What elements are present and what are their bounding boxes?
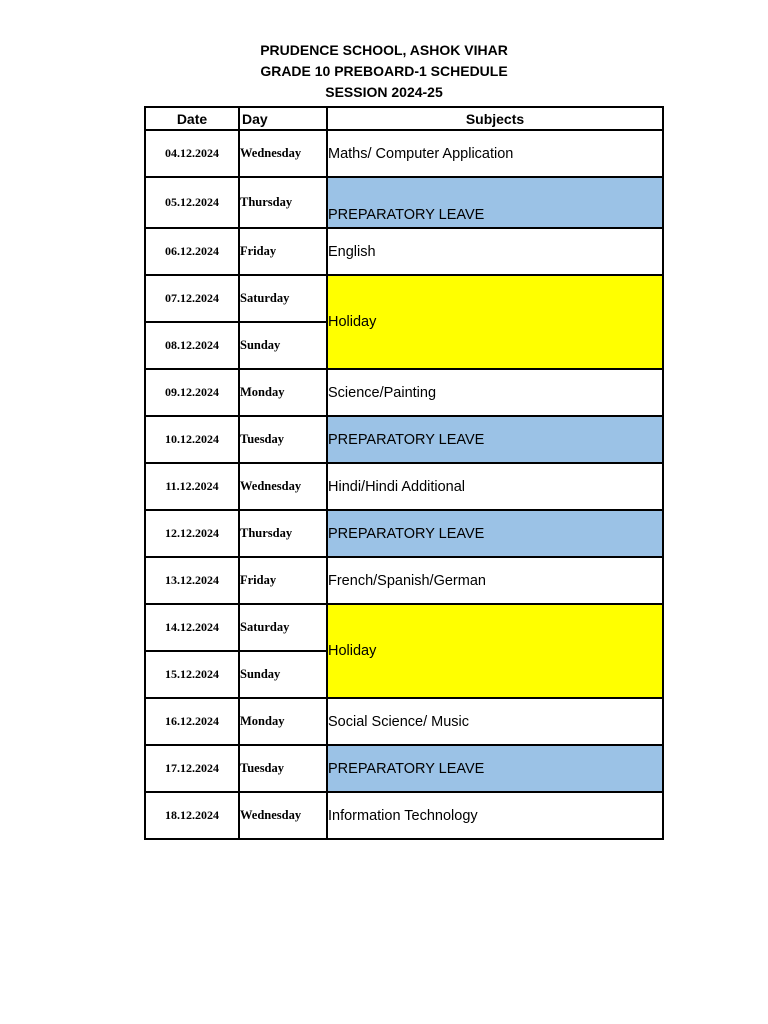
subject-cell: French/Spanish/German [327,557,663,604]
subject-cell: Hindi/Hindi Additional [327,463,663,510]
day-cell: Wednesday [239,130,327,177]
table-row [145,792,663,839]
column-header-date: Date [145,107,239,130]
date-cell: 05.12.2024 [145,177,239,228]
table-row [145,698,663,745]
subject-cell-preparatory-leave: PREPARATORY LEAVE [327,510,663,557]
subject-cell-preparatory-leave: PREPARATORY LEAVE [327,745,663,792]
subject-cell-preparatory-leave: PREPARATORY LEAVE [327,177,663,228]
table-row [145,604,663,651]
column-header-subjects: Subjects [327,107,663,130]
date-cell: 13.12.2024 [145,557,239,604]
date-cell: 04.12.2024 [145,130,239,177]
day-cell: Wednesday [239,463,327,510]
table-row [145,369,663,416]
day-cell: Thursday [239,177,327,228]
table-row [145,275,663,322]
subject-cell: Information Technology [327,792,663,839]
day-cell: Tuesday [239,745,327,792]
date-cell: 07.12.2024 [145,275,239,322]
subject-cell-holiday: Holiday [327,604,663,698]
session-label: SESSION 2024-25 [325,84,443,100]
table-row [145,557,663,604]
subject-cell: Science/Painting [327,369,663,416]
day-cell: Monday [239,369,327,416]
date-cell: 09.12.2024 [145,369,239,416]
subject-cell-holiday: Holiday [327,275,663,369]
subject-cell: Maths/ Computer Application [327,130,663,177]
day-cell: Sunday [239,322,327,369]
date-cell: 17.12.2024 [145,745,239,792]
day-cell: Saturday [239,604,327,651]
table-row [145,177,663,228]
table-row [145,745,663,792]
date-cell: 14.12.2024 [145,604,239,651]
table-header-row [145,107,663,130]
day-cell: Friday [239,557,327,604]
day-cell: Saturday [239,275,327,322]
day-cell: Monday [239,698,327,745]
day-cell: Friday [239,228,327,275]
date-cell: 15.12.2024 [145,651,239,698]
table-row [145,130,663,177]
subject-cell: Social Science/ Music [327,698,663,745]
schedule-table [144,106,664,840]
date-cell: 16.12.2024 [145,698,239,745]
date-cell: 06.12.2024 [145,228,239,275]
subject-cell-preparatory-leave: PREPARATORY LEAVE [327,416,663,463]
day-cell: Sunday [239,651,327,698]
table-row [145,463,663,510]
day-cell: Wednesday [239,792,327,839]
table-row [145,416,663,463]
column-header-day: Day [239,107,327,130]
date-cell: 08.12.2024 [145,322,239,369]
subject-cell: English [327,228,663,275]
date-cell: 12.12.2024 [145,510,239,557]
date-cell: 10.12.2024 [145,416,239,463]
document-heading [0,40,768,103]
day-cell: Tuesday [239,416,327,463]
school-name: PRUDENCE SCHOOL, ASHOK VIHAR [260,42,508,58]
date-cell: 18.12.2024 [145,792,239,839]
table-row [145,228,663,275]
day-cell: Thursday [239,510,327,557]
table-row [145,510,663,557]
date-cell: 11.12.2024 [145,463,239,510]
schedule-title: GRADE 10 PREBOARD-1 SCHEDULE [260,63,508,79]
